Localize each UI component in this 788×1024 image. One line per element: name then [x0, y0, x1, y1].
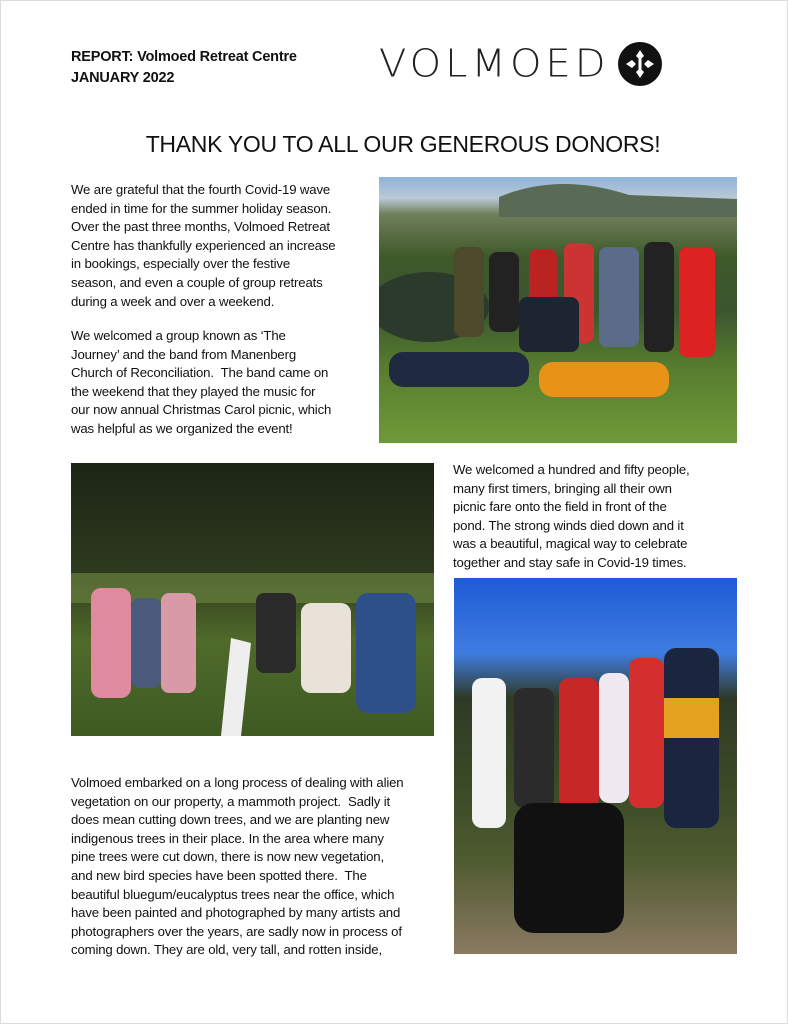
intro-paragraph: We are grateful that the fourth Covid-19 wave ended in time for the summer holiday season. Over the past three months, Volmoed Retreat Centre has thankfully experienced an increase in bookings, especially over the festive season, and even a couple of group retreats during a week and over a weekend. [71, 182, 336, 309]
logo-emblem-icon [618, 42, 662, 86]
logo-text: VOLMOED [379, 42, 610, 86]
group-photo-garden [454, 578, 737, 954]
report-header [71, 47, 297, 89]
vegetation-paragraph: Volmoed embarked on a long process of dealing with alien vegetation on our property, a mammoth project. Sadly it does mean cutting down trees, and we are planting new indigenous trees in their place. In the area where many pine trees were cut down, there is now new vegetation, and new bird species have been spotted there. The beautiful bluegum/eucalyptus trees near the office, which have been painted and photographed by many artists and photographers over the years, are sadly now in process of coming down. They are old, very tall, and rotten inside, [71, 775, 404, 958]
volmoed-logo [379, 41, 662, 87]
report-title: REPORT: Volmoed Retreat Centre [71, 49, 297, 65]
picnic-paragraph: We welcomed a hundred and fifty people, many first timers, bringing all their own picnic fare onto the field in front of the pond. The strong winds died down and it was a beautiful, magical way to celebrate together and stay safe in Covid-19 times. [453, 462, 690, 570]
report-date: JANUARY 2022 [71, 70, 175, 86]
page-title: THANK YOU TO ALL OUR GENEROUS DONORS! [145, 131, 661, 157]
group-photo-pond [379, 177, 737, 443]
journey-paragraph: We welcomed a group known as ‘The Journey’ and the band from Manenberg Church of Reconciliation. The band came on the weekend that they played the music for our now annual Christmas Carol picnic, which was helpful as we organized the event! [71, 328, 332, 436]
picnic-photo-family [71, 463, 434, 736]
